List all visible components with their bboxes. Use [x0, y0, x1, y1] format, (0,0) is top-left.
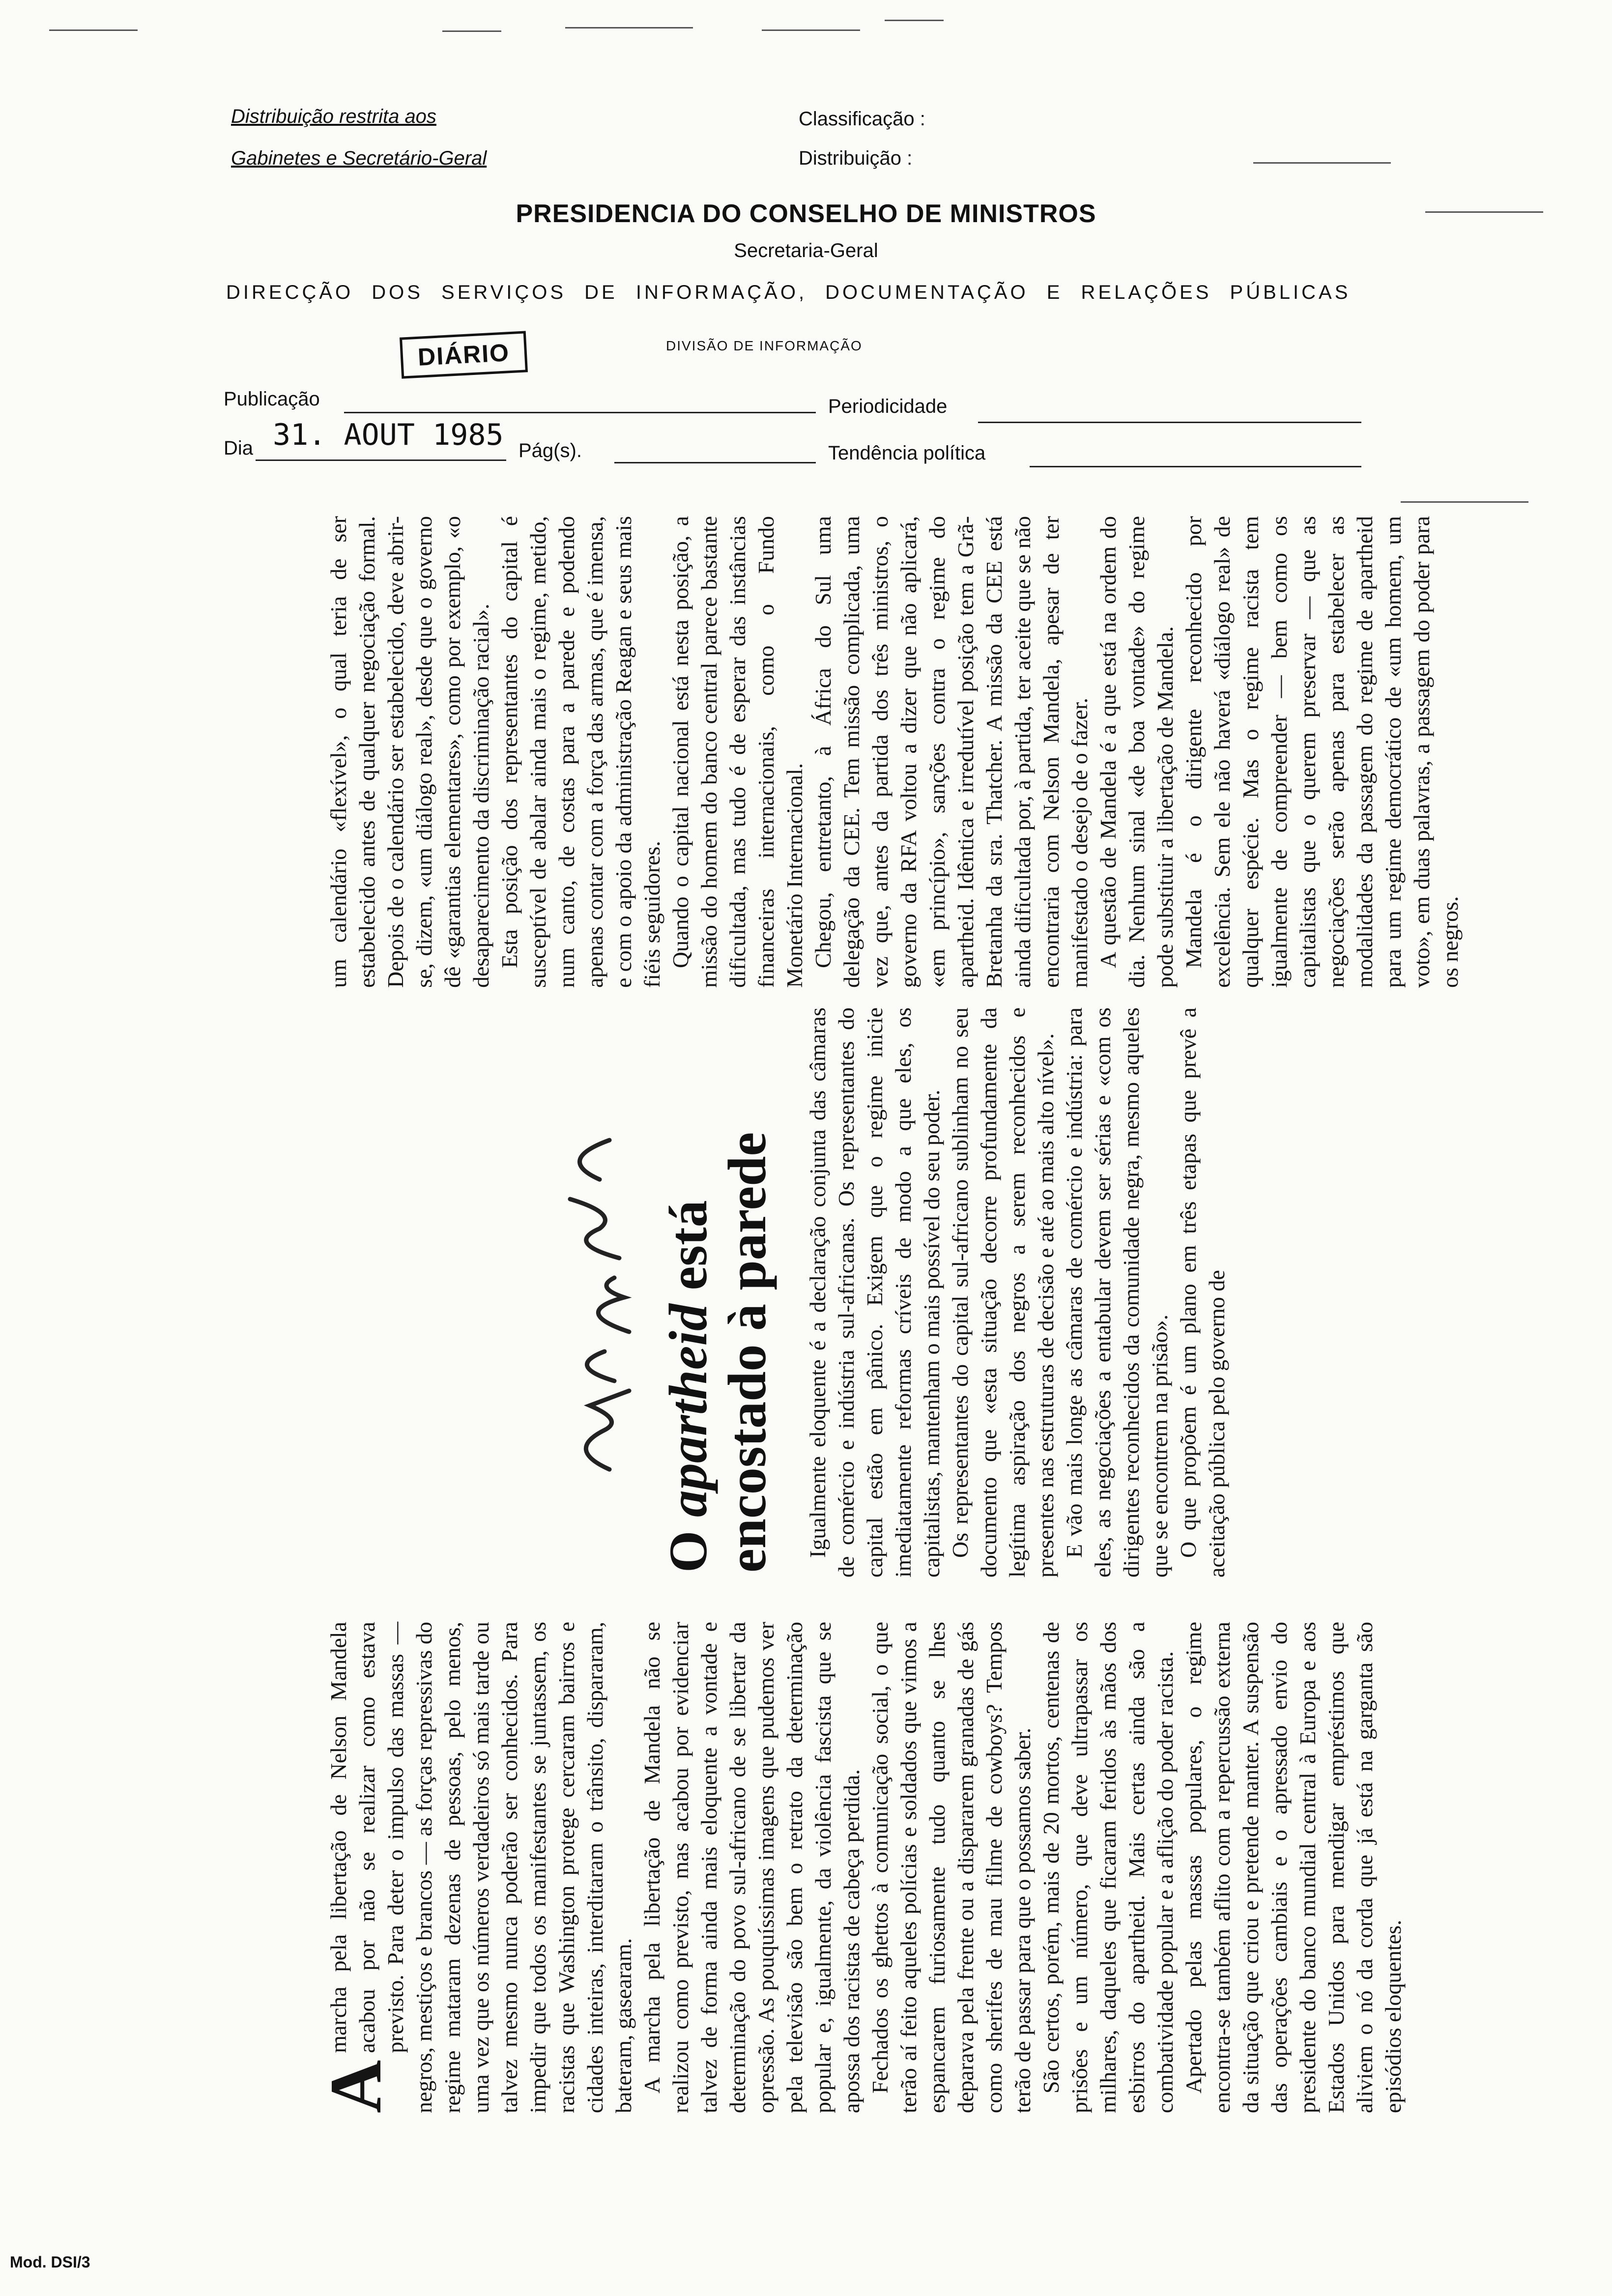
col3-para-3: Quando o capital nacional está nesta posição, a missão do homem do banco central parece bastante dificultada, mas tudo é de esperar das instâncias financeiras internacionais, como o Fundo Monetário Internacional.	[668, 516, 807, 988]
distribution-line-2: Gabinetes e Secretário-Geral	[231, 147, 487, 169]
dia-line	[256, 459, 506, 461]
col3-para-5: A questão de Mandela é a que está na ordem do dia. Nenhum sinal «de boa vontade» do regime pode substituir a libertação de Mandela.	[1095, 516, 1178, 988]
article-column-3	[324, 516, 1465, 988]
publicacao-label: Publicação	[224, 388, 320, 410]
dia-label: Dia	[224, 437, 254, 459]
col2-para-4: O que propõem é um plano em três etapas que prevê a aceitação pública pelo governo de	[1176, 1007, 1229, 1578]
org-title: PRESIDENCIA DO CONSELHO DE MINISTROS	[516, 200, 1096, 228]
headline-line-2: encostado à parede	[717, 1132, 777, 1573]
dropcap: A	[315, 2060, 397, 2113]
dia-value: 31. AOUT 1985	[273, 418, 504, 452]
headline-emphasis: apartheid	[658, 1304, 718, 1517]
scan-mark	[1253, 162, 1391, 164]
newspaper-clipping	[305, 496, 1463, 2128]
periodicidade-line	[978, 422, 1361, 423]
publication-stamp: DIÁRIO	[400, 331, 528, 378]
direccao-title: DIRECÇÃO DOS SERVIÇOS DE INFORMAÇÃO, DOCUMENTAÇÃO E RELAÇÕES PÚBLICAS	[226, 282, 1351, 303]
pag-label: Pág(s).	[518, 440, 582, 461]
distribuicao-label: Distribuição :	[799, 147, 913, 169]
publicacao-line	[344, 412, 816, 413]
col3-para-2: Esta posição dos representantes do capital é susceptível de abalar ainda mais o regime, metido, num canto, de costas para a parede e podendo apenas contar com a força das armas, que é imensa, e com o apoio da administração Reagan e seus mais fiéis seguidores.	[497, 516, 664, 988]
col3-para-4: Chegou, entretanto, à África do Sul uma delegação da CEE. Tem missão complicada, uma vez que, antes da partida dos três ministros, o governo da RFA voltou a dizer que não aplicará, «em princípio», sanções contra o regime do apartheid. Idêntica e irredutível posição tem a Grã-Bretanha da sra. Thatcher. A missão da CEE está ainda dificultada por, à partida, ter aceite que se não encontraria com Nelson Mandela, apesar de ter manifestado o desejo de o fazer.	[810, 516, 1092, 988]
tendencia-line	[1030, 466, 1361, 467]
tendencia-label: Tendência política	[828, 442, 986, 464]
classificacao-label: Classificação :	[799, 108, 925, 130]
scan-mark	[565, 27, 693, 29]
pag-line	[614, 462, 816, 463]
col2-para-3: E vão mais longe as câmaras de comércio e indústria: para eles, as negociações a entabular devem ser sérias e «com os dirigentes reconhecidos da comunidade negra, mesmo aqueles que se encontrem na prisão».	[1062, 1007, 1172, 1578]
headline	[659, 1007, 777, 1573]
headline-line-1: O apartheid está	[658, 1200, 718, 1573]
form-code: Mod. DSI/3	[10, 2253, 90, 2271]
col1-para-5: Apertado pelas massas populares, o regime encontra-se também aflito com a repercussão externa da situação que criou e pretende manter. A suspensão das operações cambiais e o apressado envio do presidente do banco mundial central à Europa e aos Estados Unidos para mendigar empréstimos que aliviem o nó da corda que já está na garganta são episódios eloquentes.	[1181, 1622, 1406, 2113]
col1-para-2: A marcha pela libertação de Mandela não se realizou como previsto, mas acabou por evidenciar talvez de forma ainda mais eloquente a vontade e determinação do povo sul-africano de se libertar da opressão. As pouquíssimas imagens que pudemos ver pela televisão são bem o retrato da determinação popular e, igualmente, da violência fascista que se apossa dos racistas de cabeça perdida.	[639, 1622, 864, 2113]
col1-para-3: Fechados os ghettos à comunicação social, o que terão aí feito aqueles polícias e soldados que vimos a espancarem furiosamente tudo quanto se lhes deparava pela frente ou a dispararem granadas de gás como sherifes de mau filme de cowboys? Tempos terão de passar para que o possamos saber.	[867, 1622, 1035, 2113]
col2-para-2: Os representantes do capital sul-africano sublinham no seu documento que «esta situação decorre profundamente da legítima aspiração dos negros a serem reconhecidos e presentes nas estruturas de decisão e até ao mais alto nível».	[948, 1007, 1058, 1578]
article-column-2	[804, 1007, 1231, 1578]
periodicidade-label: Periodicidade	[828, 396, 948, 417]
scan-mark	[762, 29, 860, 31]
col1-para-1: marcha pela libertação de Nelson Mandela acabou por não se realizar como estava previsto. Para deter o impulso das massas — negros, mestiços e brancos — as forças repressivas do regime mataram dezenas de pessoas, pelo menos, uma vez que os números verdadeiros só mais tarde ou talvez mesmo nunca poderão ser conhecidos. Para impedir que todos os manifestantes se juntassem, os racistas que Washington protege cercaram bairros e cidades inteiras, interditaram o trânsito, dispararam, bateram, gasearam.	[326, 1622, 636, 2113]
col1-para-4: São certos, porém, mais de 20 mortos, centenas de prisões e um número, que deve ultrapassar os milhares, daqueles que ficaram feridos às mãos dos esbirros do apartheid. Mais certas ainda são a combatividade popular e a aflição do poder racista.	[1038, 1622, 1178, 2113]
distribution-line-1: Distribuição restrita aos	[231, 106, 436, 127]
scan-mark	[442, 30, 501, 32]
article-column-1	[315, 1622, 1408, 2113]
scan-mark	[885, 20, 944, 21]
secretaria-title: Secretaria-Geral	[734, 240, 878, 261]
scan-mark	[49, 29, 138, 31]
col2-para-1: Igualmente eloquente é a declaração conjunta das câmaras de comércio e indústria sul-africanas. Os representantes do capital estão em pânico. Exigem que o regime inicie imediatamente reformas críveis de modo a que eles, os capitalistas, mantenham o mais possível do seu poder.	[805, 1007, 944, 1578]
handwritten-annotation	[536, 1120, 654, 1474]
divisao-title: DIVISÃO DE INFORMAÇÃO	[666, 338, 863, 353]
col3-para-6: Mandela é o dirigente reconhecido por excelência. Sem ele não haverá «diálogo real» de qualquer espécie. Mas o regime racista tem igualmente de compreender — bem como os capitalistas que o querem preservar — que as negociações serão apenas para estabelecer as modalidades da passagem do regime de apartheid para um regime democrático de «um homem, um voto», em duas palavras, a passagem do poder para os negros.	[1181, 516, 1463, 988]
col3-para-1: um calendário «flexível», o qual teria de ser estabelecido antes de qualquer negociação formal. Depois de o calendário ser estabelecido, deve abrir-se, dizem, «um diálogo real», desde que o governo dê «garantias elementares», como por exemplo, «o desaparecimento da discriminação racial».	[326, 516, 493, 988]
